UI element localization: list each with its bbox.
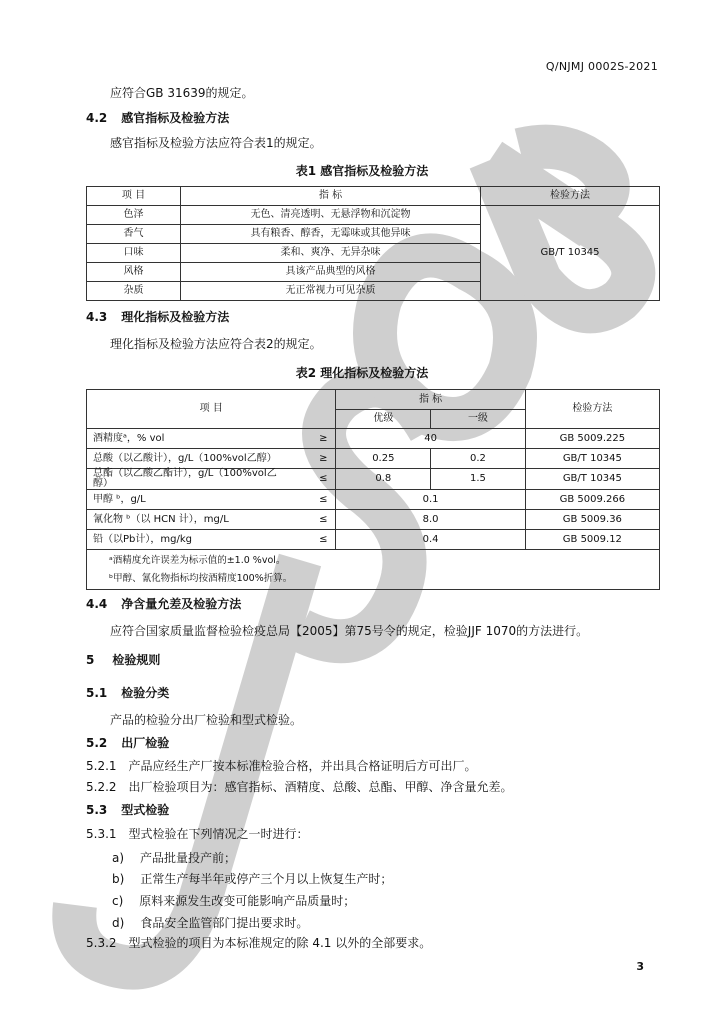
table2-symbol: ≤ xyxy=(288,469,336,490)
section-5-2-1 xyxy=(86,757,477,774)
table2-item: 甲醇 ᵇ，g/L xyxy=(87,490,289,510)
table2 xyxy=(86,389,660,590)
table2-method: GB 5009.36 xyxy=(525,510,659,530)
table2-header-grade2: 一级 xyxy=(431,410,526,429)
section-number: 5.2.1 xyxy=(86,759,117,773)
doc-number: Q/NJMJ 0002S-2021 xyxy=(545,60,658,73)
list-text: 原料来源发生改变可能影响产品质量时； xyxy=(139,894,356,908)
section-text: 产品应经生产厂按本标准检验合格，并出具合格证明后方可出厂。 xyxy=(128,759,477,773)
section-number: 5 xyxy=(86,653,95,667)
table1-value: 具有粮香、醇香，无霉味或其他异味 xyxy=(181,225,481,244)
table2-symbol: ≥ xyxy=(288,449,336,469)
section-text: 型式检验在下列情况之一时进行： xyxy=(128,827,309,841)
section-title: 理化指标及检验方法 xyxy=(121,310,230,324)
table2-item: 酒精度ᵃ，% vol xyxy=(87,429,289,449)
table1-item: 风格 xyxy=(87,263,181,282)
table-row xyxy=(87,206,660,225)
list-label: c) xyxy=(112,894,124,908)
table2-value: 0.4 xyxy=(336,530,525,550)
section-number: 5.2.2 xyxy=(86,780,117,794)
table2-value: 0.1 xyxy=(336,490,525,510)
table2-method: GB 5009.225 xyxy=(525,429,659,449)
section-title: 检验分类 xyxy=(121,686,170,700)
table2-caption: 表2 理化指标及检验方法 xyxy=(295,366,429,380)
section-5-2-heading xyxy=(86,734,169,751)
table1-method: GB/T 10345 xyxy=(481,206,660,301)
table2-item: 总酸（以乙酸计），g/L（100%vol乙醇） xyxy=(87,449,289,469)
section-4-4-body: 应符合国家质量监督检验检疫总局【2005】第75号令的规定，检验JJF 1070的方法进行。 xyxy=(110,624,589,638)
table1-header-method: 检验方法 xyxy=(481,187,660,206)
section-number: 5.3 xyxy=(86,803,108,817)
table2-header-index: 指 标 xyxy=(336,390,525,410)
table1-item: 杂质 xyxy=(87,282,181,301)
section-5-3-heading xyxy=(86,801,169,818)
table2-item: 铅（以Pb计），mg/kg xyxy=(87,530,289,550)
list-text: 正常生产每半年或停产三个月以上恢复生产时； xyxy=(140,872,393,886)
section-title: 出厂检验 xyxy=(121,736,170,750)
table2-item: 总酯（以乙酸乙酯计），g/L（100%vol乙醇） xyxy=(87,469,289,490)
list-item xyxy=(112,870,392,887)
list-label: d) xyxy=(112,916,125,930)
section-number: 4.4 xyxy=(86,597,108,611)
table-row xyxy=(87,469,660,490)
section-5-2-2 xyxy=(86,778,513,795)
section-5-3-2 xyxy=(86,934,431,951)
table2-symbol: ≥ xyxy=(288,429,336,449)
section-4-3-heading xyxy=(86,308,229,325)
list-item xyxy=(112,849,236,866)
table2-header-item: 项 目 xyxy=(87,390,336,429)
table2-value-grade1: 0.25 xyxy=(336,449,431,469)
table1-value: 具该产品典型的风格 xyxy=(181,263,481,282)
table-row xyxy=(87,510,660,530)
table2-method: GB 5009.12 xyxy=(525,530,659,550)
section-text: 出厂检验项目为：感官指标、酒精度、总酸、总酯、甲醇、净含量允差。 xyxy=(128,780,513,794)
section-4-2-body: 感官指标及检验方法应符合表1的规定。 xyxy=(110,136,322,150)
table2-symbol: ≤ xyxy=(288,530,336,550)
table2-item: 氰化物 ᵇ（以 HCN 计），mg/L xyxy=(87,510,289,530)
table2-value-grade1: 0.8 xyxy=(336,469,431,490)
section-5-heading xyxy=(86,651,160,668)
table1-header-index: 指 标 xyxy=(181,187,481,206)
intro-line: 应符合GB 31639的规定。 xyxy=(110,86,254,100)
section-number: 5.1 xyxy=(86,686,108,700)
table2-note-a: ᵃ酒精度允许误差为标示值的±1.0 %vol。 xyxy=(109,554,286,566)
section-title: 感官指标及检验方法 xyxy=(121,111,230,125)
list-text: 食品安全监管部门提出要求时。 xyxy=(140,916,309,930)
table-row xyxy=(87,449,660,469)
section-5-1-body: 产品的检验分出厂检验和型式检验。 xyxy=(110,713,303,727)
table1-value: 柔和、爽净、无异杂味 xyxy=(181,244,481,263)
table-row xyxy=(87,490,660,510)
section-5-3-1 xyxy=(86,825,309,842)
section-title: 净含量允差及检验方法 xyxy=(121,597,242,611)
section-text: 型式检验的项目为本标准规定的除 4.1 以外的全部要求。 xyxy=(128,936,432,950)
table2-method: GB 5009.266 xyxy=(525,490,659,510)
section-number: 5.2 xyxy=(86,736,108,750)
table2-method: GB/T 10345 xyxy=(525,469,659,490)
section-title: 检验规则 xyxy=(112,653,161,667)
list-item xyxy=(112,914,308,931)
table2-symbol: ≤ xyxy=(288,490,336,510)
list-label: a) xyxy=(112,851,125,865)
table1-value: 无正常视力可见杂质 xyxy=(181,282,481,301)
table2-symbol: ≤ xyxy=(288,510,336,530)
section-number: 4.2 xyxy=(86,111,108,125)
section-4-2-heading xyxy=(86,109,229,126)
section-number: 5.3.1 xyxy=(86,827,117,841)
table2-note-b: ᵇ甲醇、氰化物指标均按酒精度100%折算。 xyxy=(109,573,293,584)
table1 xyxy=(86,186,660,301)
table1-item: 香气 xyxy=(87,225,181,244)
table2-method: GB/T 10345 xyxy=(525,449,659,469)
table2-value-grade2: 1.5 xyxy=(431,469,526,490)
table2-header-method: 检验方法 xyxy=(525,390,659,429)
table2-value-grade2: 0.2 xyxy=(431,449,526,469)
list-text: 产品批量投产前； xyxy=(140,851,237,865)
table1-item: 色泽 xyxy=(87,206,181,225)
table2-value: 40 xyxy=(336,429,525,449)
section-5-1-heading xyxy=(86,684,169,701)
table1-item: 口味 xyxy=(87,244,181,263)
table-row xyxy=(87,429,660,449)
table1-value: 无色、清亮透明、无悬浮物和沉淀物 xyxy=(181,206,481,225)
table2-value: 8.0 xyxy=(336,510,525,530)
list-label: b) xyxy=(112,872,125,886)
table2-header-grade1: 优级 xyxy=(336,410,431,429)
page-number: 3 xyxy=(636,960,644,973)
section-number: 4.3 xyxy=(86,310,108,324)
table1-header-item: 项 目 xyxy=(87,187,181,206)
section-4-3-body: 理化指标及检验方法应符合表2的规定。 xyxy=(110,337,322,351)
table-row xyxy=(87,530,660,550)
section-4-4-heading xyxy=(86,595,241,612)
list-item xyxy=(112,892,355,909)
section-title: 型式检验 xyxy=(121,803,170,817)
table1-caption: 表1 感官指标及检验方法 xyxy=(295,164,429,178)
section-number: 5.3.2 xyxy=(86,936,117,950)
table2-notes xyxy=(87,550,660,590)
